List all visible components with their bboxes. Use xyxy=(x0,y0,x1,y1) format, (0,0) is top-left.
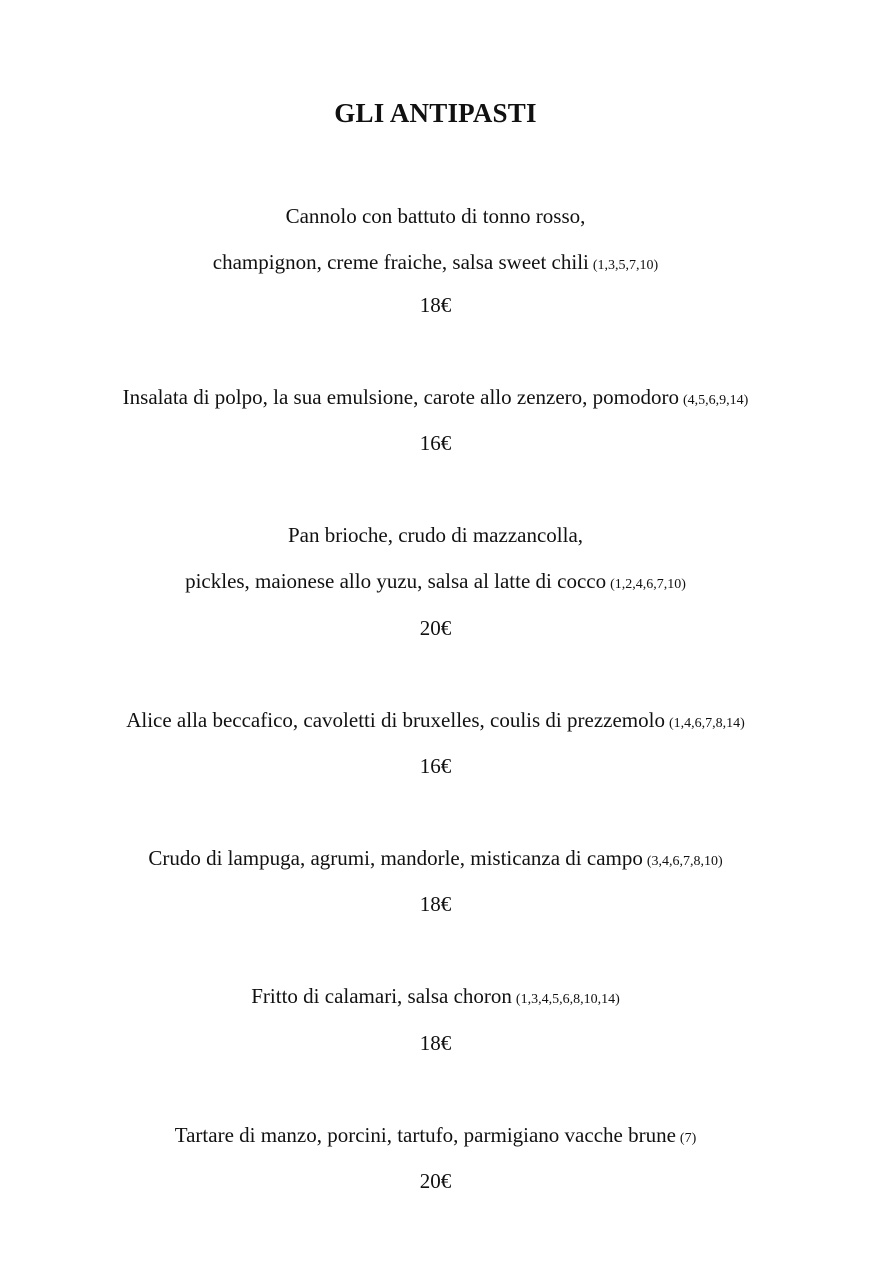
dish-6-description-line-1 xyxy=(0,982,871,1014)
dish-2-allergens: (4,5,6,9,14) xyxy=(683,393,749,408)
dish-6-price: 18€ xyxy=(419,1031,452,1055)
dish-7-price: 20€ xyxy=(419,1169,452,1193)
dish-4-description-text: Alice alla beccafico, cavoletti di bruxelles, coulis di prezzemolo xyxy=(126,708,665,732)
dish-3-description-text: pickles, maionese allo yuzu, salsa al latte di cocco xyxy=(185,569,607,593)
dish-3-price: 20€ xyxy=(419,616,452,640)
dish-1-price: 18€ xyxy=(419,293,452,317)
dish-7-allergens: (7) xyxy=(679,1131,697,1146)
dish-4-price: 16€ xyxy=(419,754,452,778)
dish-1-description-line-2 xyxy=(0,248,871,280)
dish-3-description-line-2 xyxy=(0,567,871,599)
dish-2-description-text: Insalata di polpo, la sua emulsione, carote allo zenzero, pomodoro xyxy=(122,385,679,409)
dish-5-allergens: (3,4,6,7,8,10) xyxy=(646,854,723,869)
dish-5-description-text: Crudo di lampuga, agrumi, mandorle, misticanza di campo xyxy=(148,846,643,870)
dish-6-allergens: (1,3,4,5,6,8,10,14) xyxy=(515,992,620,1007)
dish-4-allergens: (1,4,6,7,8,14) xyxy=(668,716,745,731)
dish-7-description-line-1 xyxy=(0,1121,871,1153)
dish-1-description-line-1: Cannolo con battuto di tonno rosso, xyxy=(285,204,586,228)
dish-3-description-line-1: Pan brioche, crudo di mazzancolla, xyxy=(287,523,584,547)
dish-7-description-text: Tartare di manzo, porcini, tartufo, parmigiano vacche brune xyxy=(174,1123,676,1147)
page-title: GLI ANTIPASTI xyxy=(334,98,537,128)
dish-2-price: 16€ xyxy=(419,431,452,455)
dish-1-allergens: (1,3,5,7,10) xyxy=(592,258,659,273)
dish-2-description-line-1 xyxy=(0,383,871,415)
dish-6-description-text: Fritto di calamari, salsa choron xyxy=(251,984,512,1008)
dish-1-description-text: champignon, creme fraiche, salsa sweet chili xyxy=(212,250,589,274)
dish-4-description-line-1 xyxy=(0,706,871,738)
dish-5-price: 18€ xyxy=(419,892,452,916)
dish-3-allergens: (1,2,4,6,7,10) xyxy=(610,577,686,592)
dish-5-description-line-1 xyxy=(0,844,871,876)
